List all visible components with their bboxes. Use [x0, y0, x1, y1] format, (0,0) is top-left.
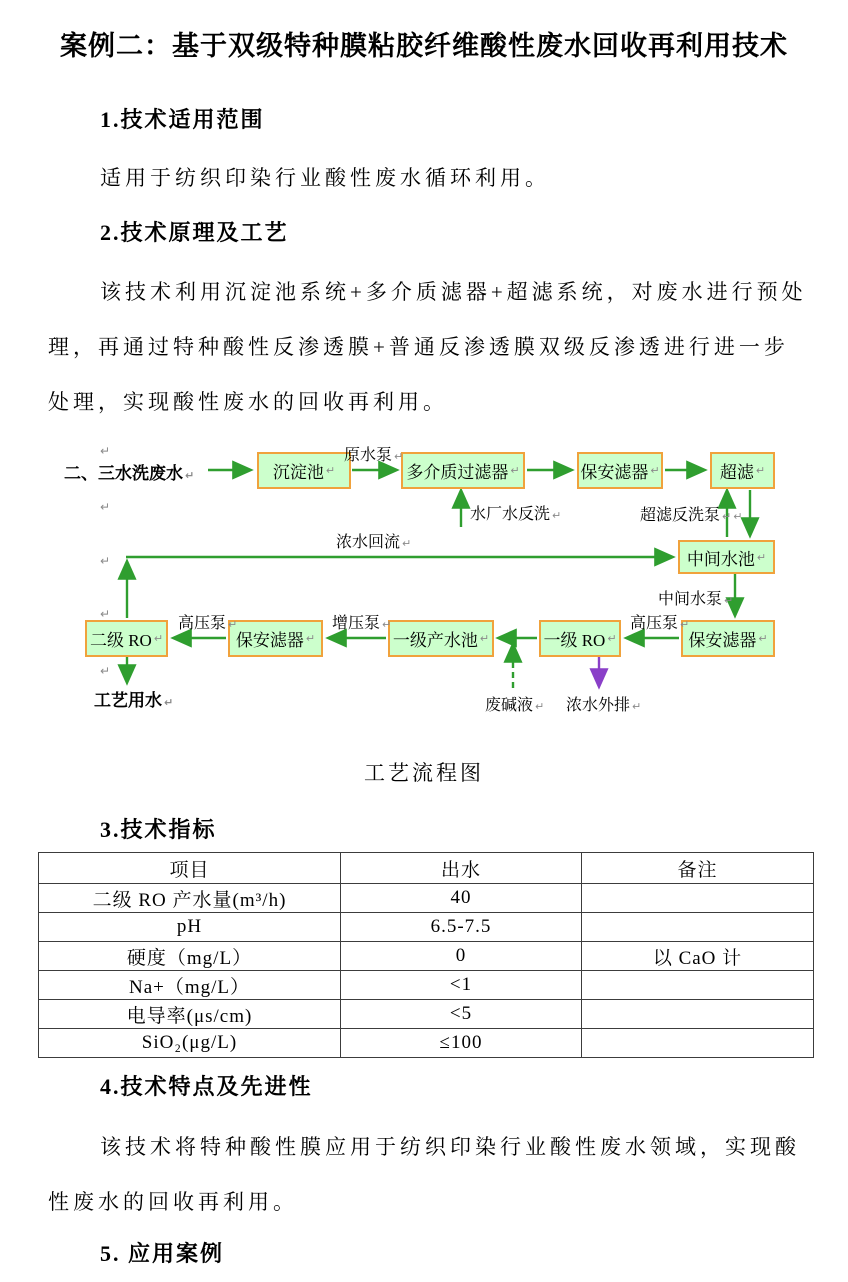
- diagram-label-waste-alkali: 废碱液 ↵: [485, 697, 545, 714]
- diagram-box-ultrafiltration: 超滤 ↵: [710, 452, 775, 489]
- return-mark: ↵: [164, 696, 174, 709]
- diagram-box-multimedia-filter: 多介质过滤器 ↵: [401, 452, 525, 489]
- table-cell: ≤100: [341, 1029, 582, 1058]
- table-cell: 以 CaO 计: [582, 942, 814, 971]
- process-flow-diagram: [0, 430, 848, 730]
- diagram-box-stage1-product-tank: 一级产水池 ↵: [388, 620, 494, 657]
- section-4-heading: 4.技术特点及先进性: [100, 1074, 313, 1099]
- return-mark: ↵: [632, 700, 642, 713]
- return-mark: ↵: [535, 700, 545, 713]
- table-cell: <5: [341, 1000, 582, 1029]
- diagram-label-uf-backwash-pump: 超滤反洗泵 ↵ ↵: [640, 507, 743, 524]
- diagram-output-label: 工艺用水 ↵: [94, 691, 174, 710]
- return-mark: ↵: [185, 469, 195, 482]
- table-header-row: [39, 853, 814, 884]
- table-cell: [582, 913, 814, 942]
- table-row: [39, 942, 814, 971]
- diagram-box-stage1-ro: 一级 RO ↵: [539, 620, 621, 657]
- diagram-label-concentrate-return: 浓水回流 ↵: [336, 534, 412, 551]
- return-mark: ↵: [733, 510, 743, 523]
- table-row: [39, 913, 814, 942]
- table-cell: 二级 RO 产水量(m³/h): [39, 884, 341, 913]
- return-mark: ↵: [722, 510, 732, 523]
- table-cell: pH: [39, 913, 341, 942]
- table-cell: 0: [341, 942, 582, 971]
- table-cell: [582, 1000, 814, 1029]
- table-cell: 6.5-7.5: [341, 913, 582, 942]
- return-mark: ↵: [607, 632, 617, 645]
- diagram-label-raw-water-pump: 原水泵 ↵: [344, 447, 404, 464]
- return-mark: ↵: [305, 632, 316, 645]
- spec-table: [38, 852, 814, 1058]
- diagram-label-concentrate-discharge: 浓水外排 ↵: [566, 697, 642, 714]
- section-4-line: 性废水的回收再利用。: [48, 1190, 298, 1214]
- return-mark: ↵: [724, 594, 734, 607]
- diagram-label-intermediate-pump: 中间水泵 ↵: [658, 591, 734, 608]
- return-mark: ↵: [100, 444, 111, 458]
- table-cell: 40: [341, 884, 582, 913]
- table-cell: 硬度（mg/L）: [39, 942, 341, 971]
- return-mark: ↵: [382, 618, 392, 631]
- diagram-label-high-pressure-pump-right: 高压泵 ↵: [630, 615, 690, 632]
- diagram-source-label: 二、三水洗废水 ↵: [64, 464, 195, 483]
- table-cell: Na+（mg/L）: [39, 971, 341, 1000]
- section-2-line: 该技术利用沉淀池系统+多介质滤器+超滤系统，对废水进行预处: [100, 280, 807, 304]
- diagram-box-cartridge-filter-top: 保安滤器 ↵: [577, 452, 663, 489]
- table-cell: [582, 971, 814, 1000]
- table-row: [39, 1029, 814, 1058]
- section-4-line: 该技术将特种酸性膜应用于纺织印染行业酸性废水领域，实现酸: [100, 1135, 800, 1159]
- return-mark: ↵: [100, 607, 111, 621]
- diagram-label-booster-pump: 增压泵 ↵: [332, 615, 392, 632]
- page-title: 案例二：基于双级特种膜粘胶纤维酸性废水回收再利用技术: [60, 31, 788, 61]
- return-mark: ↵: [680, 618, 690, 631]
- diagram-box-settling-tank: 沉淀池 ↵: [257, 452, 351, 489]
- diagram-caption: 工艺流程图: [364, 761, 484, 785]
- return-mark: ↵: [100, 664, 111, 678]
- table-cell: [582, 1029, 814, 1058]
- table-row: [39, 884, 814, 913]
- return-mark: ↵: [552, 509, 562, 522]
- diagram-box-stage2-ro: 二级 RO ↵: [85, 620, 168, 657]
- table-cell: SiO₂(μg/L): [39, 1029, 341, 1058]
- return-mark: ↵: [228, 618, 238, 631]
- return-mark: ↵: [153, 632, 164, 645]
- diagram-box-cartridge-filter-right: 保安滤器 ↵: [681, 620, 775, 657]
- return-mark: ↵: [650, 464, 660, 477]
- return-mark: ↵: [100, 500, 111, 514]
- section-1-body: 适用于纺织印染行业酸性废水循环利用。: [100, 166, 550, 190]
- return-mark: ↵: [755, 464, 766, 477]
- section-2-line: 处理，实现酸性废水的回收再利用。: [48, 390, 448, 414]
- return-mark: ↵: [325, 464, 336, 477]
- section-5-heading: 5. 应用案例: [100, 1241, 225, 1266]
- table-cell: [582, 884, 814, 913]
- diagram-box-cartridge-filter-left: 保安滤器 ↵: [228, 620, 323, 657]
- diagram-label-high-pressure-pump-left: 高压泵 ↵: [178, 615, 238, 632]
- return-mark: ↵: [758, 632, 768, 645]
- diagram-label-plant-water-backwash: 水厂水反洗 ↵: [470, 506, 562, 523]
- table-header-cell: 出水: [341, 853, 582, 884]
- section-2-heading: 2.技术原理及工艺: [100, 220, 289, 245]
- table-header-cell: 项目: [39, 853, 341, 884]
- table-cell: 电导率(μs/cm): [39, 1000, 341, 1029]
- return-mark: ↵: [479, 632, 490, 645]
- return-mark: ↵: [394, 450, 404, 463]
- return-mark: ↵: [756, 550, 767, 564]
- return-mark: ↵: [510, 464, 520, 477]
- table-header-cell: 备注: [582, 853, 814, 884]
- section-3-heading: 3.技术指标: [100, 817, 217, 842]
- section-1-heading: 1.技术适用范围: [100, 107, 265, 132]
- diagram-box-intermediate-tank: 中间水池 ↵: [678, 540, 775, 574]
- return-mark: ↵: [100, 554, 111, 568]
- section-2-line: 理，再通过特种酸性反渗透膜+普通反渗透膜双级反渗透进行进一步: [48, 335, 789, 359]
- table-row: [39, 971, 814, 1000]
- return-mark: ↵: [402, 537, 412, 550]
- table-cell: <1: [341, 971, 582, 1000]
- table-row: [39, 1000, 814, 1029]
